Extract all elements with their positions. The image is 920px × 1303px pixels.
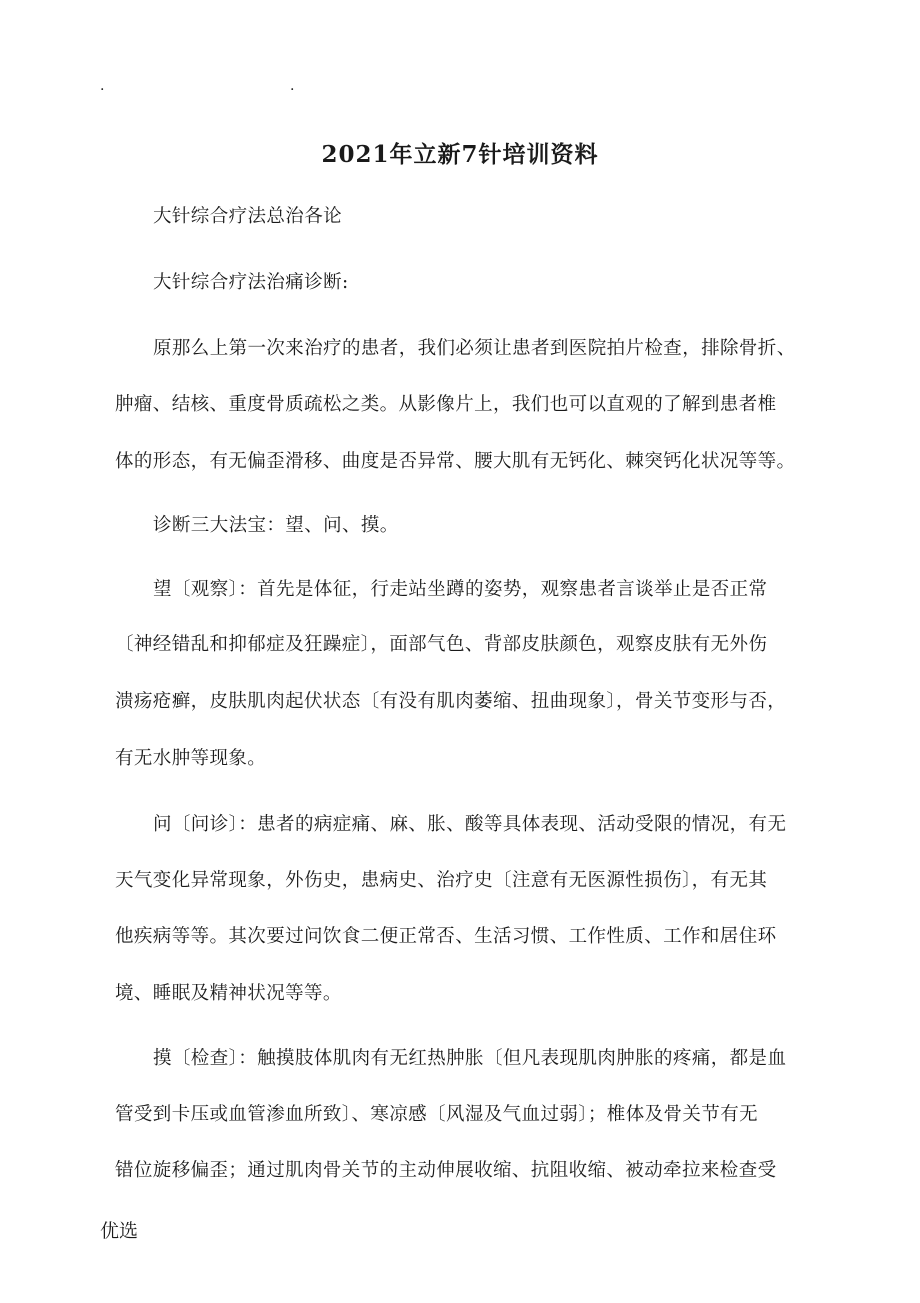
paragraph-line: 境、睡眠及精神状况等等。 [115, 983, 342, 1004]
paragraph-line: 〔神经错乱和抑郁症及狂躁症〕，面部气色、背部皮肤颜色，观察皮肤有无外伤 [115, 634, 768, 655]
section-heading: 大针综合疗法总治各论 [153, 206, 343, 227]
paragraph-line: 天气变化异常现象，外伤史，患病史、治疗史〔注意有无医源性损伤〕，有无其 [115, 870, 768, 891]
footer-label: 优选 [100, 1220, 139, 1242]
paragraph-line: 溃疡疮癣，皮肤肌肉起伏状态〔有没有肌肉萎缩、扭曲现象〕，骨关节变形与否， [115, 691, 787, 712]
header-mark-left: . [100, 78, 105, 94]
paragraph-line: 原那么上第一次来治疗的患者，我们必须让患者到医院拍片检查，排除骨折、 [153, 338, 796, 359]
header-mark-right: . [290, 78, 295, 94]
document-title: 2021年立新7针培训资料 [321, 141, 599, 168]
paragraph-line: 错位旋移偏歪；通过肌肉骨关节的主动伸展收缩、抗阻收缩、被动牵拉来检查受 [115, 1160, 777, 1181]
subsection-heading: 大针综合疗法治痛诊断: [153, 272, 349, 293]
paragraph-line: 体的形态，有无偏歪滑移、曲度是否异常、腰大肌有无钙化、棘突钙化状况等等。 [115, 451, 796, 472]
paragraph-line: 有无水肿等现象。 [115, 748, 267, 769]
paragraph-line: 他疾病等等。其次要过问饮食二便正常否、生活习惯、工作性质、工作和居住环 [115, 926, 777, 947]
paragraph-line: 诊断三大法宝：望、问、摸。 [153, 515, 399, 536]
header-marks [100, 78, 300, 98]
paragraph-line: 问〔问诊〕：患者的病症痛、麻、胀、酸等具体表现、活动受限的情况，有无 [153, 814, 787, 835]
paragraph-line: 肿瘤、结核、重度骨质疏松之类。从影像片上，我们也可以直观的了解到患者椎 [115, 394, 777, 415]
paragraph-line: 望〔观察〕：首先是体征，行走站坐蹲的姿势，观察患者言谈举止是否正常 [153, 579, 768, 600]
paragraph-line: 管受到卡压或血管渗血所致〕、寒凉感〔风湿及气血过弱〕；椎体及骨关节有无 [115, 1104, 759, 1125]
paragraph-line: 摸〔检查〕：触摸肢体肌肉有无红热肿胀〔但凡表现肌肉肿胀的疼痛，都是血 [153, 1048, 787, 1069]
